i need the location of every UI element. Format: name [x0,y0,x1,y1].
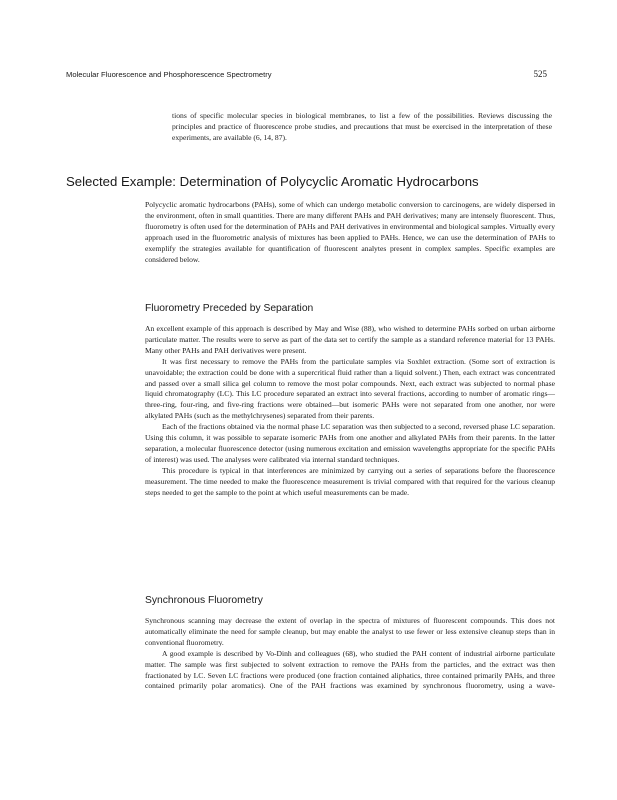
paragraph: A good example is described by Vo-Dinh and colleagues (68), who studied the PAH content of industrial airborne particulate matter. The sample was first subjected to solvent extraction to remove the PAHs from the particles, and the extract was then fractionated by LC. Seven LC fractions were produced (one fraction contained aliphatics, three contained primarily PAHs, and three contained primarily polar aromatics). One of the PAH fractions was examined by synchronous fluorometry, using a wave- [145,648,555,691]
running-title: Molecular Fluorescence and Phosphorescence Spectrometry [66,70,272,79]
section-paragraph-block [145,200,555,265]
page-header [66,70,547,82]
section-title: Selected Example: Determination of Polycyclic Aromatic Hydrocarbons [66,174,479,189]
section-paragraph: Polycyclic aromatic hydrocarbons (PAHs), some of which can undergo metabolic conversion to carcinogens, are widely dispersed in the environment, often in small quantities. There are many different PAHs and PAH derivatives; many are intensely fluorescent. Thus, fluorometry is often used for the determination of PAHs and PAH derivatives in environmental and biological samples. Virtually every approach used in the fluorometric analysis of mixtures has been applied to PAHs. Hence, we can use the determination of PAHs to exemplify the strategies available for quantification of fluorescent analytes present in complex samples. Specific examples are considered below. [145,200,555,264]
paragraph: Synchronous scanning may decrease the extent of overlap in the spectra of mixtures of fluorescent compounds. This does not automatically eliminate the need for sample cleanup, but may enable the analyst to use fewer or less extensive cleanup steps than in conventional fluorometry. [145,616,555,647]
paragraph: It was first necessary to remove the PAHs from the particulate samples via Soxhlet extraction. (Some sort of extraction is unavoidable; the extraction could be done with a supercritical fluid rather than a liquid solvent.) Then, each extract was concentrated and passed over a small silica gel column to remove the most polar compounds. Next, each extract was subjected to normal phase liquid chromatography (LC). This LC procedure separated an extract into several fractions, according to number of aromatic rings—three-ring, four-ring, and five-ring fractions were obtained—but isomeric PAHs were not separated from one another, nor were alkylated PAHs (such as the methylchrysenes) separated from their parents. [145,356,555,421]
paragraph: This procedure is typical in that interferences are minimized by carrying out a series of separations before the fluorescence measurement. The time needed to make the fluorescence measurement is trivial compared with that required for the various cleanup steps needed to get the sample to the point at which useful measurements can be made. [145,465,555,497]
subsection-separation-body [145,324,555,499]
intro-paragraph-block [172,111,552,144]
subsection-synchronous-body [145,616,555,692]
page-number: 525 [533,69,547,79]
subsection-title-separation: Fluorometry Preceded by Separation [145,303,314,314]
subsection-title-synchronous: Synchronous Fluorometry [145,595,263,606]
intro-paragraph: tions of specific molecular species in biological membranes, to list a few of the possibilities. Reviews discussing the principles and practice of fluorescence probe studies, and precautions that must be exercised in the interpretation of these experiments, are available (6, 14, 87). [172,111,552,142]
paragraph: Each of the fractions obtained via the normal phase LC separation was then subjected to a second, reversed phase LC separation. Using this column, it was possible to separate isomeric PAHs from one another and alkylated PAHs from their parents. In the latter separation, a molecular fluorescence detector (using numerous excitation and emission wavelengths appropriate for the specific PAHs of interest) was used. The analyses were calibrated via internal standard techniques. [145,422,555,464]
paragraph: An excellent example of this approach is described by May and Wise (88), who wished to determine PAHs sorbed on urban airborne particulate matter. The results were to serve as part of the data set to certify the sample as a standard reference material for 13 PAHs. Many other PAHs and PAH derivatives were present. [145,324,555,355]
